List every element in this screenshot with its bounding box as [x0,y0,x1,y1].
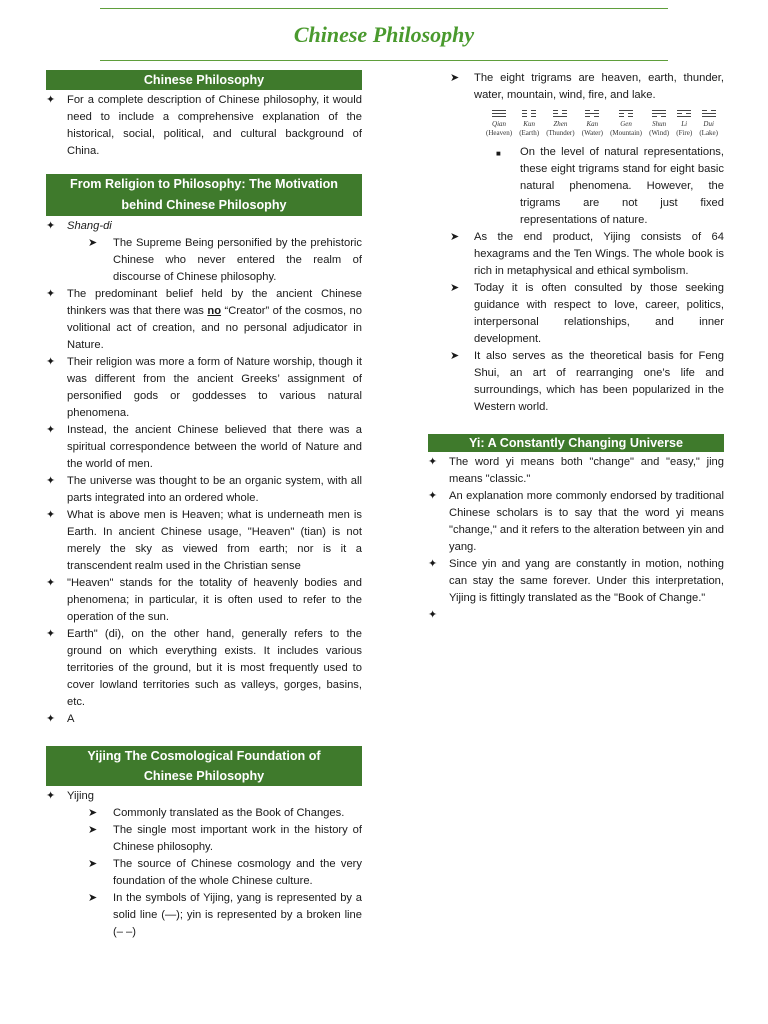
trigram-meaning: (Thunder) [546,129,575,137]
yang-line [677,110,691,111]
star-bullet-icon: ✦ [46,509,56,521]
right-column [428,70,724,624]
trigram-lines [585,110,599,117]
trigram-name: Kun [523,120,535,128]
trigram-zhen [546,110,574,138]
star-bullet-icon: ✦ [46,288,56,300]
yang-line [585,113,599,114]
list-item: ✦ The universe was thought to be an organic system, with all parts integrated into an ordered whole. [46,475,362,504]
yin-line [677,113,691,114]
sub-list-item: ➤ Today it is often consulted by those seeking guidance with respect to love, career, politics, interpersonal relationships, and inner development. [450,282,724,345]
sub-list-item: ➤ The source of Chinese cosmology and the very foundation of the whole Chinese culture. [88,858,362,887]
trigram-meaning: (Mountain) [610,129,642,137]
yang-line [492,113,506,114]
star-bullet-icon: ✦ [46,475,56,487]
trigram-meaning: (Lake) [699,129,718,137]
arrow-bullet-icon: ➤ [88,892,98,904]
left-column [46,70,362,941]
trigram-meaning: (Earth) [519,129,540,137]
yang-line [492,110,506,111]
yin-line [522,113,536,114]
section-header-chinese-philosophy: Chinese Philosophy [46,70,362,90]
yang-line [652,113,666,114]
trigram-gen [610,110,642,138]
list-item: ✦ For a complete description of Chinese philosophy, it would need to include a comprehensive explanation of the historical, social, political, and cultural background of China. [46,94,362,157]
star-bullet-icon: ✦ [428,490,438,502]
star-bullet-icon: ✦ [46,424,56,436]
yin-line [522,116,536,117]
list-item: ✦ An explanation more commonly endorsed by traditional Chinese scholars is to say that the word yi means "change," and it refers to the alteration between yin and yang. [428,490,724,553]
yang-line [652,110,666,111]
list-item: ✦ The word yi means both "change" and "easy," jing means "classic." [428,456,724,485]
yang-line [702,116,716,117]
list-item: ✦ Their religion was more a form of Nature worship, though it was different from the ancient Greeks’ assignment of personified gods or goddesses to various natural phenomena. [46,356,362,419]
star-bullet-icon: ✦ [46,356,56,368]
arrow-bullet-icon: ➤ [450,72,460,84]
star-bullet-icon: ✦ [46,577,56,589]
list-item-empty [428,607,724,624]
yin-line [702,110,716,111]
sub-list-item: ➤ In the symbols of Yijing, yang is represented by a solid line (—); yin is represented by a broken line (– –) [88,892,362,938]
star-bullet-icon: ✦ [428,558,438,570]
sub-list-item: ➤ The single most important work in the history of Chinese philosophy. [88,824,362,853]
star-bullet-icon: ✦ [46,628,56,640]
trigram-lines [492,110,506,117]
star-bullet-icon: ✦ [428,609,438,621]
top-rule [100,8,668,9]
star-bullet-icon: ✦ [46,94,56,106]
yang-line [492,116,506,117]
page-title: Chinese Philosophy [293,22,475,47]
trigram-lines [702,110,716,117]
list-item: ✦ The predominant belief held by the ancient Chinese thinkers was that there was no “Creator” of the cosmos, no volitional act of creation, and no personal adjudicator in Nature. [46,288,362,351]
trigram-lines [619,110,633,117]
star-bullet-icon: ✦ [46,713,56,725]
yin-line [553,113,567,114]
trigram-li [676,110,692,138]
yin-line [553,110,567,111]
sub-list-item: ➤ Commonly translated as the Book of Changes. [46,805,362,822]
section-header-yijing: Yijing The Cosmological Foundation of Chinese Philosophy [46,746,362,786]
trigram-name: Dui [703,120,714,128]
trigram-dui [699,110,718,138]
list-item: ✦ Instead, the ancient Chinese believed that there was a spiritual correspondence between the world of Nature and the world of men. [46,424,362,470]
star-bullet-icon: ✦ [46,220,56,232]
trigram-name: Zhen [553,120,568,128]
list-item: ✦ A [46,711,362,728]
trigram-name: Shun [652,120,667,128]
sub-list-item: ➤ The Supreme Being personified by the prehistoric Chinese who never entered the realm of discourse of Chinese philosophy. [88,237,362,283]
list-item: ✦ Earth" (di), on the other hand, generally refers to the ground on which everything exists. It includes various territories of the ground, but it is most frequently used to cover lowland territories such as valleys, gorges, basins, etc. [46,628,362,708]
arrow-bullet-icon: ➤ [88,824,98,836]
section-header-yi: Yi: A Constantly Changing Universe [428,434,724,452]
yang-line [677,116,691,117]
arrow-bullet-icon: ➤ [450,350,460,362]
yang-line [553,116,567,117]
trigram-meaning: (Heaven) [486,129,513,137]
arrow-bullet-icon: ➤ [88,237,98,249]
trigram-lines [553,110,567,117]
star-bullet-icon: ✦ [428,456,438,468]
yin-line [522,110,536,111]
sub-list-item: ➤ The eight trigrams are heaven, earth, thunder, water, mountain, wind, fire, and lake. [450,72,724,101]
sub-sub-list-item: ■ On the level of natural representations, these eight trigrams stand for eight basic natural phenomena. However, the trigrams are not just fixed representations of nature. [496,146,724,226]
sub-list-item: ➤ It also serves as the theoretical basis for Feng Shui, an art of rearranging one’s life and surroundings, which has been popularized in the Western world. [450,350,724,413]
trigram-qian [486,110,512,138]
list-item: ✦ "Heaven" stands for the totality of heavenly bodies and phenomena; in particular, it is often used to refer to the operation of the sun. [46,577,362,623]
yang-line [619,110,633,111]
trigram-meaning: (Water) [581,129,603,137]
emphasis-no: no [207,305,222,317]
trigram-lines [652,110,666,117]
list-item-shang-di: ✦ Shang-di [46,218,362,235]
arrow-bullet-icon: ➤ [450,282,460,294]
trigram-lines [677,110,691,117]
trigram-meaning: (Wind) [649,129,670,137]
title-underline [100,60,668,61]
yin-line [585,110,599,111]
arrow-bullet-icon: ➤ [88,807,98,819]
trigram-kan [582,110,603,138]
list-item: ✦ Since yin and yang are constantly in motion, nothing can stay the same forever. Under this interpretation, Yijing is fittingly translated as the "Book of Change." [428,558,724,604]
section-header-religion-to-philosophy: From Religion to Philosophy: The Motivation behind Chinese Philosophy [46,174,362,216]
sub-list-item: ➤ As the end product, Yijing consists of 64 hexagrams and the Ten Wings. The whole book is rich in metaphysical and ethical symbolism. [450,231,724,277]
arrow-bullet-icon: ➤ [88,858,98,870]
yin-line [652,116,666,117]
yin-line [585,116,599,117]
trigram-diagram [486,110,718,138]
yin-line [619,113,633,114]
trigram-name: Li [681,120,688,128]
yang-line [702,113,716,114]
trigram-meaning: (Fire) [676,129,693,137]
trigram-name: Kan [586,120,599,128]
list-item: ✦ What is above men is Heaven; what is underneath men is Earth. In ancient Chinese usage, "Heaven" (tian) is not merely the sky as viewed from earth; nor is it a transcendent realm used in the Christian sense [46,509,362,572]
arrow-bullet-icon: ➤ [450,231,460,243]
trigram-kun [519,110,539,138]
trigram-shun [649,110,669,138]
yin-line [619,116,633,117]
trigram-name: Qian [492,120,507,128]
trigram-name: Gen [620,120,632,128]
list-item-yijing: ✦ Yijing [46,788,362,805]
square-bullet-icon: ■ [496,149,501,158]
trigram-lines [522,110,536,117]
star-bullet-icon: ✦ [46,790,56,802]
